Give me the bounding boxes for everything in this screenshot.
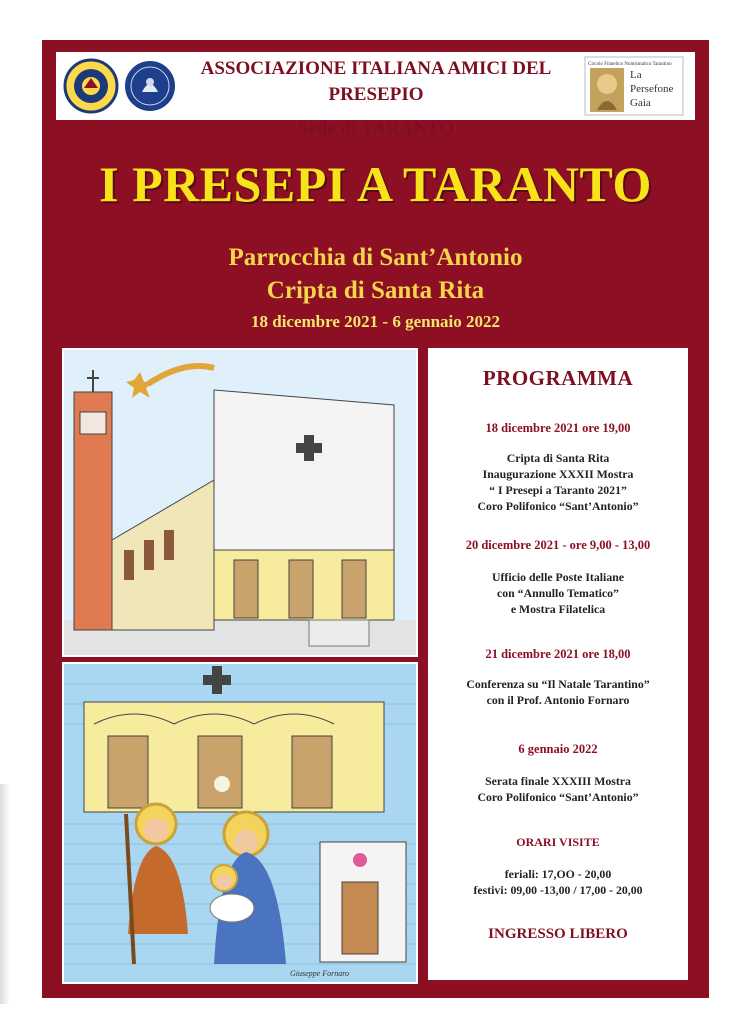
event-line: Coro Polifonico “Sant’Antonio”	[477, 790, 639, 804]
association-heading	[176, 56, 576, 142]
event-date: 18 dicembre 2021 ore 19,00	[485, 421, 631, 435]
poster-title: I PRESEPI A TARANTO	[99, 156, 652, 212]
event-line: Cripta di Santa Rita	[506, 451, 610, 465]
club-logo-word-3: Gaia	[630, 97, 651, 109]
event-dates: 18 dicembre 2021 - 6 gennaio 2022	[250, 312, 500, 331]
association-logo-left	[62, 58, 180, 114]
parish-name: Parrocchia di Sant’Antonio	[228, 244, 523, 271]
hours-holiday: festivi: 09,00 -13,00 / 17,00 - 20,00	[473, 883, 643, 897]
nativity-illustration	[62, 662, 418, 984]
event-date: 20 dicembre 2021 - ore 9,00 - 13,00	[465, 538, 651, 552]
event-line: e Mostra Filatelica	[510, 602, 606, 616]
nativity-drawing-icon	[64, 664, 416, 982]
event-line: Coro Polifonico “Sant’Antonio”	[477, 499, 639, 513]
event-line: Ufficio delle Poste Italiane	[491, 570, 625, 584]
event-line: Inaugurazione XXXII Mostra	[482, 467, 634, 481]
event-details	[428, 450, 688, 514]
free-entrance: INGRESSO LIBERO	[488, 926, 628, 942]
persephone-stamp-icon	[584, 56, 684, 116]
event-details	[428, 569, 688, 617]
hours-weekday: feriali: 17,OO - 20,00	[504, 867, 612, 881]
event-line: Conferenza su “Il Natale Tarantino”	[466, 677, 650, 691]
club-name-text: Circolo Filatelico Numismatico Tarantino	[588, 62, 672, 67]
association-seat: Sede di TARANTO	[297, 118, 455, 139]
crypt-name: Cripta di Santa Rita	[266, 277, 485, 304]
event-line: con “Annullo Tematico”	[497, 586, 619, 600]
event-details	[428, 773, 688, 805]
club-logo-right	[584, 56, 684, 116]
program-panel	[428, 348, 688, 980]
event-line: con il Prof. Antonio Fornaro	[486, 693, 630, 707]
visiting-hours-heading: ORARI VISITE	[516, 835, 600, 849]
event-details	[428, 676, 688, 708]
header-panel	[56, 52, 695, 139]
church-illustration	[62, 348, 418, 657]
event-line: “ I Presepi a Taranto 2021”	[489, 483, 627, 497]
program-heading: PROGRAMMA	[482, 366, 634, 390]
club-logo-word-2: Persefone	[630, 83, 674, 95]
club-logo-word-1: La	[630, 69, 642, 81]
visiting-hours	[428, 866, 688, 898]
poster	[42, 40, 709, 998]
event-date: 21 dicembre 2021 ore 18,00	[485, 647, 631, 661]
artist-signature: Giuseppe Fornaro	[290, 969, 350, 978]
event-line: Serata finale XXXIII Mostra	[485, 774, 631, 788]
scroll-edge-shadow	[0, 784, 10, 1004]
seal-icon	[62, 58, 180, 114]
event-date: 6 gennaio 2022	[518, 742, 598, 756]
association-name: ASSOCIAZIONE ITALIANA AMICI DEL PRESEPIO	[200, 58, 552, 105]
church-drawing-icon	[64, 350, 416, 655]
